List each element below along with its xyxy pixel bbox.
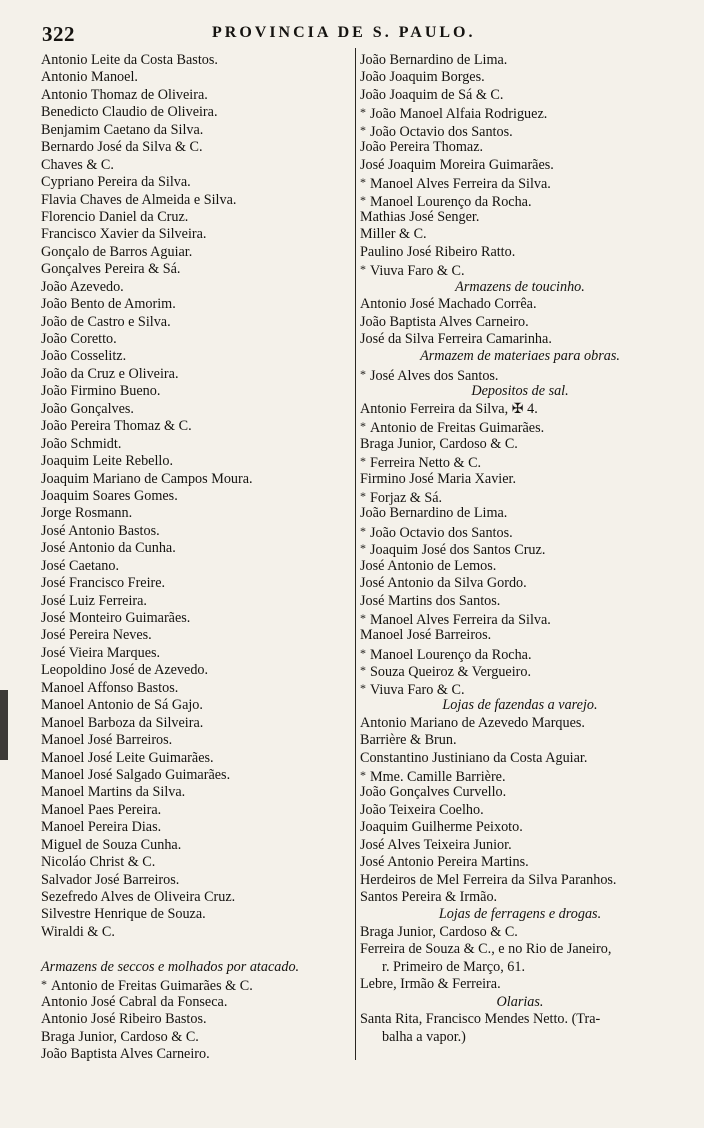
entry-text: João Teixeira Coelho. (360, 801, 484, 818)
list-item (360, 645, 680, 662)
list-item (41, 854, 351, 871)
list-item (41, 906, 351, 923)
list-item (360, 261, 680, 278)
asterisk-mark: * (360, 366, 366, 381)
entry-text: Ferreira Netto & C. (370, 455, 482, 472)
entry-text: Manoel José Leite Guimarães. (41, 749, 214, 766)
asterisk-mark: * (360, 454, 366, 469)
list-item (41, 819, 351, 836)
entry-text: Silvestre Henrique de Souza. (41, 906, 206, 923)
entry-text: Manoel Paes Pereira. (41, 801, 162, 818)
entry-text: balha a vapor.) (382, 1028, 466, 1045)
list-item (360, 122, 680, 139)
entry-text: Braga Junior, Cardoso & C. (41, 1028, 199, 1045)
list-item (41, 1046, 351, 1063)
entry-text: José Luiz Ferreira. (41, 592, 147, 609)
entry-text: João Baptista Alves Carneiro. (41, 1045, 210, 1062)
list-item (360, 819, 680, 836)
list-item (360, 802, 680, 819)
section-heading (360, 383, 680, 400)
list-item (41, 104, 351, 121)
entry-text: João Bernardino de Lima. (360, 505, 508, 522)
list-item (360, 941, 680, 958)
entry-text: Manoel Pereira Dias. (41, 819, 162, 836)
asterisk-mark: * (41, 977, 47, 992)
asterisk-mark: * (360, 488, 366, 503)
asterisk-mark: * (360, 645, 366, 660)
list-item (41, 697, 351, 714)
asterisk-mark: * (360, 175, 366, 190)
entry-text: Olarias. (496, 993, 544, 1010)
entry-text: Manoel Martins da Silva. (41, 784, 186, 801)
entry-text: João Gonçalves. (41, 400, 134, 417)
entry-text: Armazens de toucinho. (455, 278, 585, 295)
entry-text: José Martins dos Santos. (360, 592, 501, 609)
entry-text: Manoel Alves Ferreira da Silva. (370, 176, 551, 193)
list-item (360, 453, 680, 470)
list-item (360, 244, 680, 261)
entry-text: Braga Junior, Cardoso & C. (360, 435, 518, 452)
entry-text: Salvador José Barreiros. (41, 871, 180, 888)
list-item (41, 157, 351, 174)
list-item (41, 122, 351, 139)
entry-text: Souza Queiroz & Vergueiro. (370, 664, 532, 681)
list-item (41, 87, 351, 104)
entry-text: José Antonio da Silva Gordo. (360, 575, 527, 592)
list-item (41, 331, 351, 348)
entry-text: João Octavio dos Santos. (370, 524, 513, 541)
list-item (41, 453, 351, 470)
list-item (41, 436, 351, 453)
asterisk-mark: * (360, 419, 366, 434)
list-item (360, 610, 680, 627)
entry-text: Depositos de sal. (471, 383, 569, 400)
list-item (360, 924, 680, 941)
list-item (41, 52, 351, 69)
entry-text: Paulino José Ribeiro Ratto. (360, 243, 516, 260)
entry-text: Braga Junior, Cardoso & C. (360, 923, 518, 940)
page-number: 322 (42, 22, 75, 46)
entry-text: José Caetano. (41, 557, 120, 574)
entry-text: José Alves dos Santos. (370, 367, 499, 384)
entry-text: João Firmino Bueno. (41, 383, 161, 400)
list-item (360, 296, 680, 313)
entry-text: José Francisco Freire. (41, 575, 166, 592)
section-heading (360, 348, 680, 365)
entry-text: João da Cruz e Oliveira. (41, 365, 179, 382)
page-header (40, 22, 660, 46)
list-item (41, 627, 351, 644)
entry-text: José Alves Teixeira Junior. (360, 836, 512, 853)
list-item (41, 244, 351, 261)
asterisk-mark: * (360, 105, 366, 120)
list-item (41, 976, 351, 993)
section-heading (360, 994, 680, 1011)
asterisk-mark: * (360, 122, 366, 137)
list-item (41, 348, 351, 365)
entry-text: Flavia Chaves de Almeida e Silva. (41, 191, 237, 208)
asterisk-mark: * (360, 541, 366, 556)
list-item (41, 192, 351, 209)
list-item (41, 488, 351, 505)
entry-text: João Gonçalves Curvello. (360, 784, 507, 801)
list-item (360, 889, 680, 906)
entry-text: Sezefredo Alves de Oliveira Cruz. (41, 889, 236, 905)
entry-text: Joaquim Mariano de Campos Moura. (41, 470, 253, 487)
entry-text: Manoel Affonso Bastos. (41, 679, 179, 696)
list-item (360, 767, 680, 784)
list-item (41, 610, 351, 627)
list-item (360, 401, 680, 418)
entry-text: Antonio de Freitas Guimarães. (370, 420, 545, 437)
entry-text: Chaves & C. (41, 156, 114, 173)
list-item (41, 680, 351, 697)
entry-text: João Manoel Alfaia Rodriguez. (370, 106, 548, 123)
list-item (360, 314, 680, 331)
list-item (360, 418, 680, 435)
list-item (41, 418, 351, 435)
list-item (360, 627, 680, 644)
list-item (41, 383, 351, 400)
list-item (41, 401, 351, 418)
entry-text: João de Castro e Silva. (41, 313, 171, 330)
list-item (360, 1011, 680, 1028)
list-item (41, 471, 351, 488)
entry-text: Herdeiros de Mel Ferreira da Silva Paranhos. (360, 871, 617, 888)
entry-text: Manoel Antonio de Sá Gajo. (41, 697, 203, 714)
list-item (41, 662, 351, 679)
entry-text: r. Primeiro de Março, 61. (382, 958, 526, 975)
list-item (41, 314, 351, 331)
list-item (360, 331, 680, 348)
entry-text: Ferreira de Souza & C., e no Rio de Janeiro, (360, 941, 612, 958)
list-item (360, 174, 680, 191)
list-item (360, 226, 680, 243)
entry-text: João Coretto. (41, 331, 117, 347)
list-item (41, 715, 351, 732)
list-item (41, 784, 351, 801)
list-item (360, 488, 680, 505)
entry-text: Santos Pereira & Irmão. (360, 889, 498, 905)
entry-text: Antonio José Machado Corrêa. (360, 296, 537, 313)
entry-text: Nicoláo Christ & C. (41, 854, 156, 871)
entry-text: Viuva Faro & C. (370, 263, 465, 280)
list-item (41, 994, 351, 1011)
list-item (41, 505, 351, 522)
list-item (360, 87, 680, 104)
entry-text: Benedicto Claudio de Oliveira. (41, 104, 218, 121)
list-item (41, 279, 351, 296)
entry-text: João Pereira Thomaz. (360, 139, 484, 156)
binding-shadow (0, 690, 18, 760)
list-item-continuation (360, 959, 680, 976)
list-item (360, 192, 680, 209)
list-item (360, 854, 680, 871)
entry-text: Miller & C. (360, 226, 427, 243)
list-item (360, 872, 680, 889)
entry-text: José Antonio Pereira Martins. (360, 854, 529, 871)
entry-text: Santa Rita, Francisco Mendes Netto. (Tra- (360, 1011, 601, 1028)
entry-text: Manoel Lourenço da Rocha. (370, 193, 532, 210)
list-item (360, 209, 680, 226)
right-column (360, 52, 680, 1046)
asterisk-mark: * (360, 611, 366, 625)
asterisk-mark: * (360, 523, 366, 538)
entry-text: Mme. Camille Barrière. (370, 768, 506, 785)
asterisk-mark: * (360, 663, 366, 678)
entry-text: Antonio José Ribeiro Bastos. (41, 1011, 207, 1028)
entry-text: Leopoldino José de Azevedo. (41, 662, 209, 679)
entry-text: Joaquim José dos Santos Cruz. (370, 542, 546, 559)
entry-text: João Octavio dos Santos. (370, 123, 513, 140)
list-item (41, 366, 351, 383)
entry-text: Lojas de fazendas a varejo. (442, 697, 598, 714)
entry-text: Armazem de materiaes para obras. (420, 348, 620, 365)
list-item (41, 872, 351, 889)
entry-text: Manoel Alves Ferreira da Silva. (370, 612, 551, 628)
list-item (360, 575, 680, 592)
entry-text: Antonio de Freitas Guimarães & C. (51, 978, 253, 995)
list-item (41, 174, 351, 191)
spacer (41, 941, 351, 958)
entry-text: Joaquim Soares Gomes. (41, 487, 178, 504)
entry-text: Antonio Thomaz de Oliveira. (41, 86, 208, 103)
list-item (360, 104, 680, 121)
list-item (360, 139, 680, 156)
list-item (41, 767, 351, 784)
entry-text: João Bento de Amorim. (41, 296, 176, 313)
asterisk-mark: * (360, 262, 366, 277)
entry-text: Benjamim Caetano da Silva. (41, 121, 204, 138)
entry-text: Antonio Leite da Costa Bastos. (41, 52, 218, 68)
entry-text: Firmino José Maria Xavier. (360, 470, 517, 487)
list-item (360, 52, 680, 69)
entry-text: Wiraldi & C. (41, 923, 115, 940)
list-item (41, 593, 351, 610)
left-column (41, 52, 351, 1063)
entry-text: Joaquim Guilherme Peixoto. (360, 819, 523, 836)
list-item (41, 837, 351, 854)
running-title: PROVINCIA DE S. PAULO. (212, 24, 476, 41)
entry-text: Manoel José Barreiros. (41, 732, 173, 749)
entry-text: João Joaquim Borges. (360, 69, 485, 86)
entry-text: Miguel de Souza Cunha. (41, 836, 182, 853)
entry-text: João Baptista Alves Carneiro. (360, 313, 529, 330)
list-item (41, 732, 351, 749)
list-item (41, 540, 351, 557)
section-heading (360, 906, 680, 923)
entry-text: Jorge Rosmann. (41, 505, 133, 522)
list-item-continuation (360, 1029, 680, 1046)
section-heading (41, 959, 351, 976)
entry-text: João Pereira Thomaz & C. (41, 418, 192, 435)
entry-text: João Bernardino de Lima. (360, 52, 508, 68)
entry-text: Lojas de ferragens e drogas. (438, 906, 602, 923)
list-item (41, 889, 351, 906)
list-item (360, 505, 680, 522)
asterisk-mark: * (360, 192, 366, 207)
list-item (360, 558, 680, 575)
entry-text: Manoel José Barreiros. (360, 627, 492, 644)
entry-text: José Pereira Neves. (41, 627, 152, 644)
list-item (360, 976, 680, 993)
list-item (41, 1011, 351, 1028)
entry-text: Lebre, Irmão & Ferreira. (360, 976, 501, 993)
entry-text: Manoel Barboza da Silveira. (41, 714, 204, 731)
entry-text: Antonio Manoel. (41, 69, 138, 86)
list-item (360, 593, 680, 610)
list-item (41, 296, 351, 313)
entry-text: José Joaquim Moreira Guimarães. (360, 156, 554, 173)
entry-text: Antonio Mariano de Azevedo Marques. (360, 714, 585, 731)
list-item (360, 784, 680, 801)
entry-text: José Antonio de Lemos. (360, 557, 497, 574)
entry-text: Antonio José Cabral da Fonseca. (41, 993, 228, 1010)
list-item (41, 802, 351, 819)
asterisk-mark: * (360, 680, 366, 695)
entry-text: Viuva Faro & C. (370, 681, 465, 698)
entry-text: José Vieira Marques. (41, 644, 161, 661)
list-item (41, 261, 351, 278)
list-item (360, 523, 680, 540)
entry-text: Bernardo José da Silva & C. (41, 139, 203, 156)
list-item (41, 1029, 351, 1046)
list-item (360, 157, 680, 174)
entry-text: Gonçalo de Barros Aguiar. (41, 243, 193, 260)
list-item (41, 558, 351, 575)
entry-text: Barrière & Brun. (360, 732, 457, 749)
asterisk-mark: * (360, 767, 366, 782)
entry-text: Joaquim Leite Rebello. (41, 453, 173, 470)
list-item (41, 69, 351, 86)
entry-text: José Monteiro Guimarães. (41, 610, 191, 626)
entry-text: José Antonio Bastos. (41, 522, 160, 539)
list-item (360, 680, 680, 697)
entry-text: Constantino Justiniano da Costa Aguiar. (360, 749, 588, 766)
section-heading (360, 697, 680, 714)
list-item (41, 226, 351, 243)
list-item (360, 837, 680, 854)
list-item (360, 715, 680, 732)
entry-text: Mathias José Senger. (360, 208, 480, 225)
entry-text: Manoel José Salgado Guimarães. (41, 766, 231, 783)
list-item (41, 575, 351, 592)
list-item (41, 924, 351, 941)
list-item (41, 523, 351, 540)
entry-text: Cypriano Pereira da Silva. (41, 174, 191, 191)
list-item (360, 662, 680, 679)
entry-text: Florencio Daniel da Cruz. (41, 208, 189, 225)
list-item (360, 436, 680, 453)
entry-text: Francisco Xavier da Silveira. (41, 226, 207, 243)
list-item (41, 139, 351, 156)
list-item (360, 366, 680, 383)
section-heading (360, 279, 680, 296)
list-item (41, 750, 351, 767)
column-divider (355, 48, 356, 1060)
entry-text: João Joaquim de Sá & C. (360, 86, 504, 103)
entry-text: José Antonio da Cunha. (41, 540, 176, 557)
entry-text: Antonio Ferreira da Silva, ✠ 4. (360, 400, 538, 417)
entry-text: João Schmidt. (41, 435, 122, 452)
list-item (41, 209, 351, 226)
entry-text: Manoel Lourenço da Rocha. (370, 646, 532, 663)
list-item (360, 540, 680, 557)
list-item (360, 69, 680, 86)
entry-text: João Azevedo. (41, 278, 124, 295)
list-item (360, 750, 680, 767)
entry-text: Forjaz & Sá. (370, 489, 443, 506)
list-item (41, 645, 351, 662)
entry-text: Gonçalves Pereira & Sá. (41, 261, 181, 278)
entry-text: Armazens de seccos e molhados por atacado. (41, 958, 300, 975)
list-item (360, 471, 680, 488)
entry-text: João Cosselitz. (41, 348, 127, 365)
list-item (360, 732, 680, 749)
entry-text: José da Silva Ferreira Camarinha. (360, 331, 552, 347)
